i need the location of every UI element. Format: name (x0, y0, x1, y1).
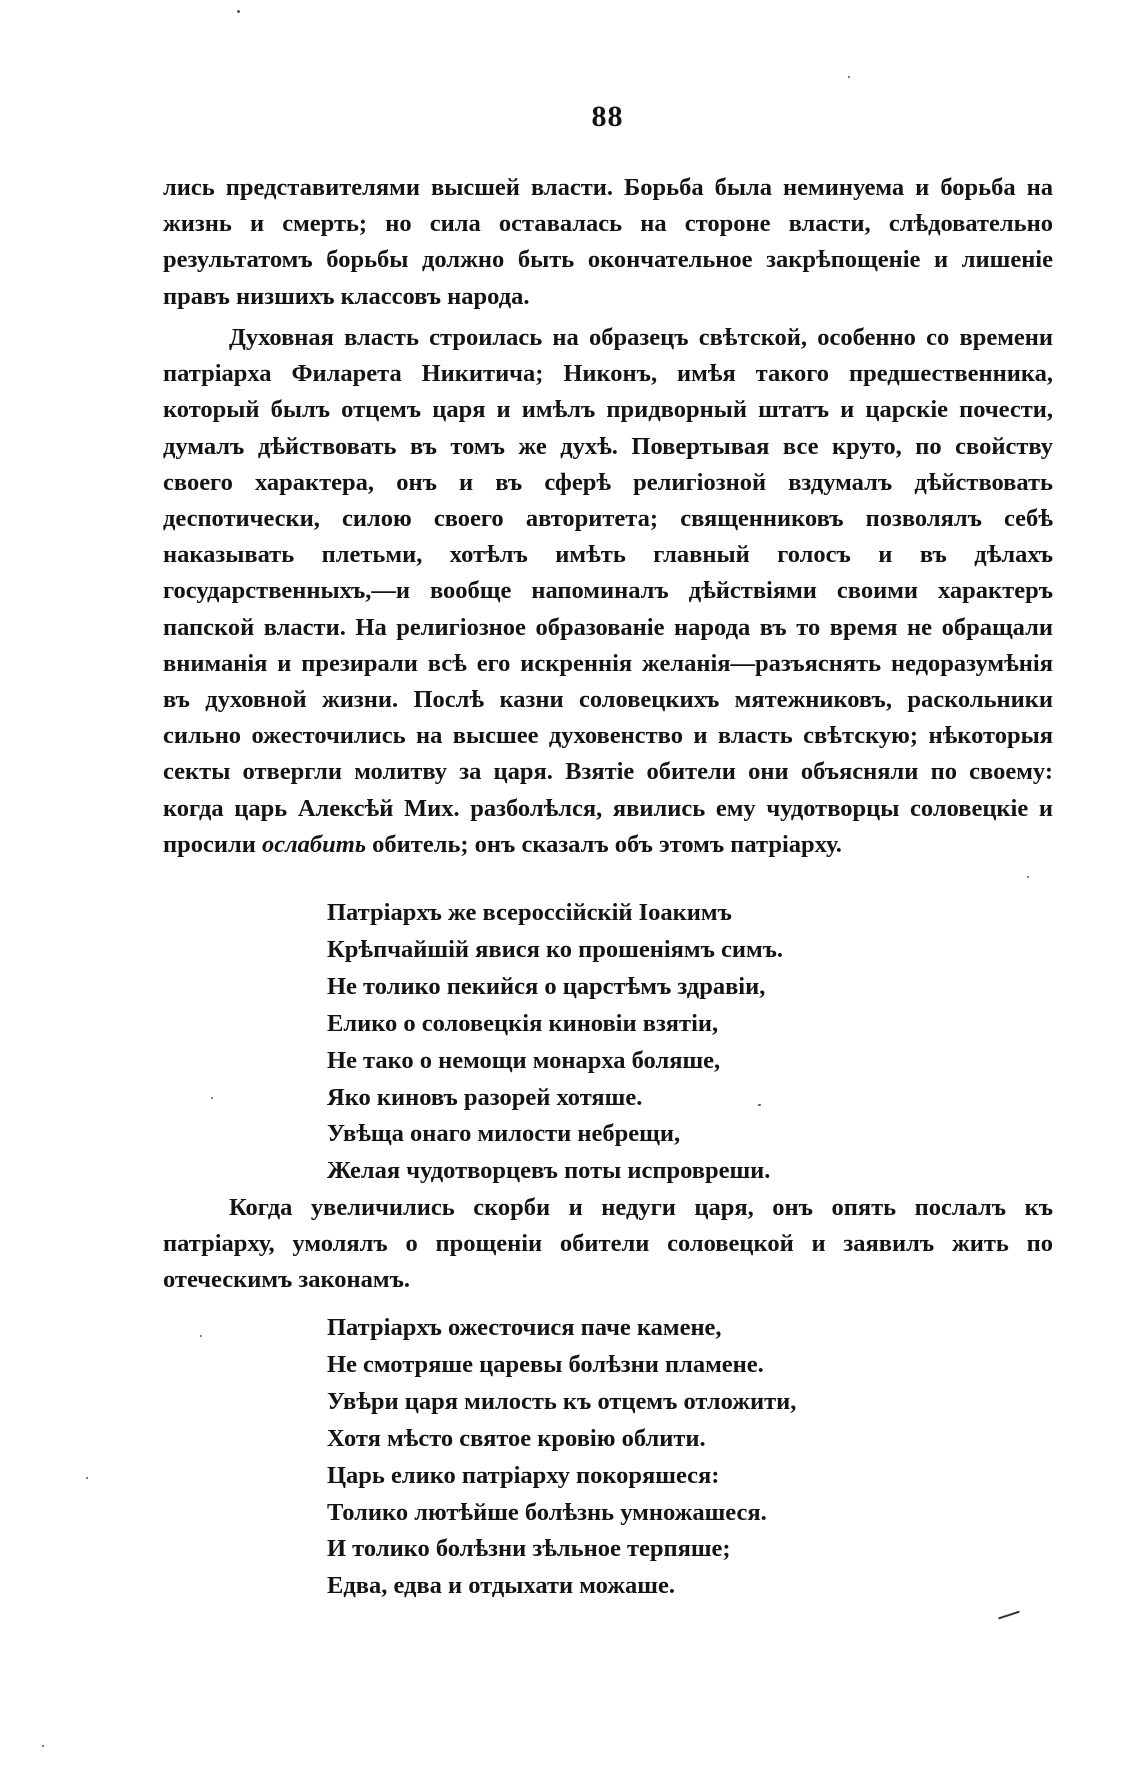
verse-line: Царь елико патрiарху покоряшеся: (327, 1461, 720, 1489)
paragraph-3 (163, 1190, 1053, 1299)
verse-line: Не смотряше царевы болѣзни пламене. (327, 1350, 764, 1378)
paragraph-1-text: лись представителями высшей власти. Борьба была неминуема и борьба на жизнь и смерть; но сила оставалась на стороне власти, слѣдовательно результатомъ борьбы должно быть окончательное закрѣпощенiе и лишенiе правъ низшихъ классовъ народа. (163, 174, 1053, 310)
paragraph-1 (163, 170, 1053, 315)
verse-line: Елико о соловецкiя киновiи взятiи, (327, 1009, 719, 1037)
scan-scratch (998, 1611, 1020, 1620)
verse-line: Яко киновъ разорей хотяше. (327, 1083, 643, 1111)
scan-speck (200, 1335, 202, 1337)
paragraph-2 (163, 320, 1053, 863)
scan-speck (42, 1745, 44, 1747)
scan-speck (1027, 876, 1029, 878)
verse-line: Хотя мѣсто святое кровiю облити. (327, 1424, 706, 1452)
paragraph-2-text-before-italic: Духовная власть строилась на образецъ свѣтской, особенно со времени патрiарха Филарета Никитича; Никонъ, имѣя такого предшественника, который былъ отцемъ царя и имѣлъ придворный штатъ и царскiе почести, думалъ дѣйствовать въ томъ же духѣ. Повертывая все круто, по свойству своего характера, онъ и въ сферѣ религiозной вздумалъ дѣйствовать деспотически, силою своего авторитета; священниковъ позволялъ себѣ наказывать плетьми, хотѣлъ имѣть главный голосъ и въ дѣлахъ государственныхъ,—и вообще напоминалъ дѣйствiями своими характеръ папской власти. На религiозное образованiе народа въ то время не обращали вниманiя и презирали всѣ его искреннiя желанiя—разъяснять недоразумѣнiя въ духовной жизни. Послѣ казни соловецкихъ мятежниковъ, раскольники сильно ожесточились на высшее духовенство и власть свѣтскую; нѣкоторыя секты отвергли молитву за царя. Взятiе обители они объясняли по своему: когда царь Алексѣй Мих. разболѣлся, явились ему чудотворцы соловецкiе и просили (163, 324, 1053, 858)
paragraph-2-text-after-italic: обитель; онъ сказалъ объ этомъ патрiарху. (372, 830, 842, 858)
verse-2 (327, 1310, 947, 1605)
paragraph-2-italic-word: ослабить (261, 830, 367, 858)
verse-1 (327, 895, 947, 1190)
page-number: 88 (591, 100, 624, 133)
scan-speck (758, 1104, 761, 1106)
verse-line: Не тако о немощи монарха боляше, (327, 1046, 721, 1074)
paragraph-3-text: Когда увеличились скорби и недуги царя, онъ опять послалъ къ патрiарху, умолялъ о прощенiи обители соловецкой и заявилъ жить по отеческимъ законамъ. (163, 1194, 1053, 1294)
scan-speck (237, 10, 240, 13)
verse-line: Едва, едва и отдыхати можаше. (327, 1572, 675, 1600)
verse-line: Толико лютѣйше болѣзнь умножашеся. (327, 1498, 767, 1526)
verse-line: Увѣри царя милость къ отцемъ отложити, (327, 1387, 797, 1415)
verse-line: И толико болѣзни зѣльное терпяше; (327, 1535, 731, 1563)
verse-line: Не толико пекийся о царстѣмъ здравiи, (327, 972, 766, 1000)
scan-speck (848, 76, 850, 78)
scan-speck (86, 1477, 88, 1479)
paragraph-2-text (163, 320, 1053, 863)
verse-line: Патрiархъ же всероссiйскiй Iоакимъ (327, 899, 732, 926)
verse-line: Крѣпчайшiй явися ко прошенiямъ симъ. (327, 935, 784, 963)
verse-line: Увѣща онаго милости небрещи, (327, 1120, 681, 1148)
scan-speck (211, 1097, 213, 1099)
verse-line: Патрiархъ ожесточися паче камене, (327, 1314, 722, 1341)
verse-line: Желая чудотворцевъ поты испровреши. (327, 1157, 771, 1185)
